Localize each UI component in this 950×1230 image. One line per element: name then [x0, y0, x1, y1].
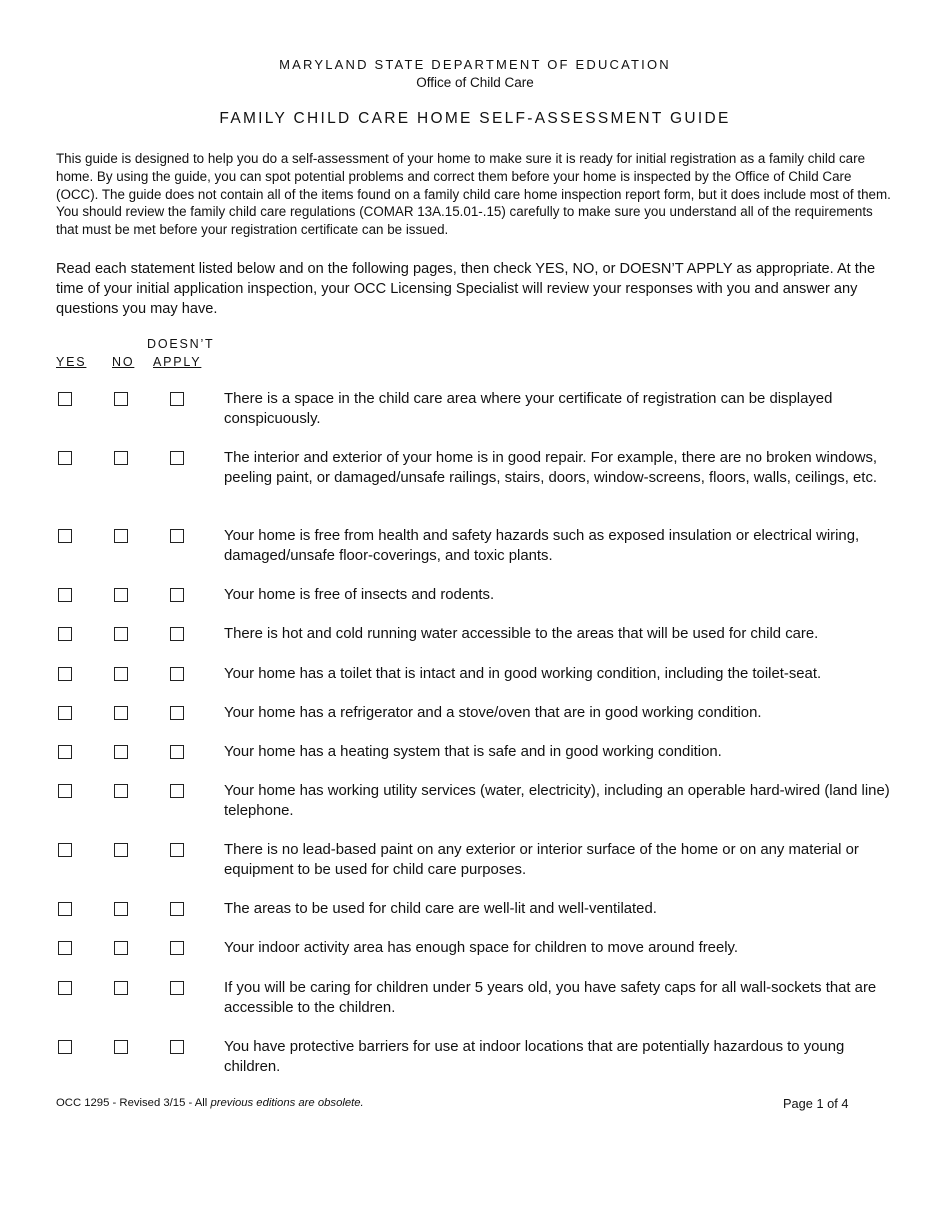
statement-text: There is a space in the child care area where your certificate of registration can be displayed conspicuously.: [224, 391, 833, 427]
doesnt-apply-checkbox[interactable]: [170, 627, 184, 641]
yes-checkbox[interactable]: [58, 529, 72, 543]
instructions-paragraph: Read each statement listed below and on the following pages, then check YES, NO, or DOESN’T APPLY as appropriate. At the time of your initial application inspection, your OCC Licensing Specialist will review your responses with you and answer any questions you may have.: [56, 261, 876, 317]
column-header-doesnt-apply-top: DOESN’T: [147, 337, 215, 351]
no-checkbox[interactable]: [114, 588, 128, 602]
document-title: FAMILY CHILD CARE HOME SELF-ASSESSMENT GUIDE: [219, 110, 731, 127]
no-checkbox[interactable]: [114, 1040, 128, 1054]
obsolete-note: previous editions are obsolete.: [210, 1097, 364, 1109]
office-name: Office of Child Care: [416, 75, 534, 90]
yes-checkbox[interactable]: [58, 392, 72, 406]
yes-checkbox[interactable]: [58, 981, 72, 995]
no-checkbox[interactable]: [114, 784, 128, 798]
no-checkbox[interactable]: [114, 941, 128, 955]
statement-text: Your home is free from health and safety hazards such as exposed insulation or electrical wiring, damaged/unsafe floor-coverings, and toxic plants.: [224, 528, 860, 564]
statement-text: The interior and exterior of your home is in good repair. For example, there are no broken windows, peeling paint, or damaged/unsafe railings, stairs, doors, window-screens, floors, walls, ceilings, etc.: [224, 450, 878, 486]
yes-checkbox[interactable]: [58, 902, 72, 916]
column-header-yes: YES: [56, 355, 87, 369]
doesnt-apply-checkbox[interactable]: [170, 784, 184, 798]
no-checkbox[interactable]: [114, 392, 128, 406]
no-checkbox[interactable]: [114, 981, 128, 995]
statement-text: There is hot and cold running water accessible to the areas that will be used for child care.: [224, 626, 819, 642]
form-id-footer: [56, 1097, 364, 1109]
statement-text: Your indoor activity area has enough space for children to move around freely.: [224, 940, 739, 956]
doesnt-apply-checkbox[interactable]: [170, 451, 184, 465]
yes-checkbox[interactable]: [58, 843, 72, 857]
yes-checkbox[interactable]: [58, 1040, 72, 1054]
statement-text: Your home has a refrigerator and a stove/oven that are in good working condition.: [224, 705, 762, 721]
yes-checkbox[interactable]: [58, 667, 72, 681]
doesnt-apply-checkbox[interactable]: [170, 588, 184, 602]
form-id: OCC 1295 - Revised 3/15 - All: [56, 1097, 211, 1109]
yes-checkbox[interactable]: [58, 784, 72, 798]
statement-text: If you will be caring for children under 5 years old, you have safety caps for all wall-sockets that are accessible to the children.: [224, 980, 877, 1016]
doesnt-apply-checkbox[interactable]: [170, 941, 184, 955]
yes-checkbox[interactable]: [58, 706, 72, 720]
doesnt-apply-checkbox[interactable]: [170, 902, 184, 916]
agency-name: MARYLAND STATE DEPARTMENT OF EDUCATION: [279, 57, 671, 72]
doesnt-apply-checkbox[interactable]: [170, 1040, 184, 1054]
no-checkbox[interactable]: [114, 667, 128, 681]
no-checkbox[interactable]: [114, 745, 128, 759]
doesnt-apply-checkbox[interactable]: [170, 529, 184, 543]
doesnt-apply-checkbox[interactable]: [170, 667, 184, 681]
statement-text: Your home has a toilet that is intact and in good working condition, including the toilet-seat.: [224, 666, 822, 682]
yes-checkbox[interactable]: [58, 627, 72, 641]
doesnt-apply-checkbox[interactable]: [170, 392, 184, 406]
column-header-doesnt-apply-bottom: APPLY: [153, 355, 202, 369]
no-checkbox[interactable]: [114, 529, 128, 543]
statement-text: Your home has working utility services (water, electricity), including an operable hard-wired (land line) telephone.: [224, 783, 890, 819]
no-checkbox[interactable]: [114, 902, 128, 916]
column-header-no: NO: [112, 355, 135, 369]
statement-text: There is no lead-based paint on any exterior or interior surface of the home or on any material or equipment to be used for child care purposes.: [224, 842, 859, 878]
no-checkbox[interactable]: [114, 451, 128, 465]
doesnt-apply-checkbox[interactable]: [170, 745, 184, 759]
no-checkbox[interactable]: [114, 706, 128, 720]
statement-text: The areas to be used for child care are well-lit and well-ventilated.: [224, 901, 657, 917]
doesnt-apply-checkbox[interactable]: [170, 706, 184, 720]
no-checkbox[interactable]: [114, 627, 128, 641]
doesnt-apply-checkbox[interactable]: [170, 981, 184, 995]
yes-checkbox[interactable]: [58, 588, 72, 602]
yes-checkbox[interactable]: [58, 451, 72, 465]
statement-text: You have protective barriers for use at indoor locations that are potentially hazardous to young children.: [224, 1039, 845, 1075]
no-checkbox[interactable]: [114, 843, 128, 857]
statement-text: Your home has a heating system that is safe and in good working condition.: [224, 744, 722, 760]
yes-checkbox[interactable]: [58, 941, 72, 955]
doesnt-apply-checkbox[interactable]: [170, 843, 184, 857]
page-number: Page 1 of 4: [783, 1096, 849, 1111]
yes-checkbox[interactable]: [58, 745, 72, 759]
statement-text: Your home is free of insects and rodents.: [224, 587, 495, 603]
intro-paragraph: This guide is designed to help you do a self-assessment of your home to make sure it is ready for initial registration as a family child care home. By using the guide, you can spot potential problems and correct them before your home is inspected by the Office of Child Care (OCC). The guide does not contain all of the items found on a family child care home inspection report form, but it does include most of them. You should review the family child care regulations (COMAR 13A.15.01-.15) carefully to make sure you understand all of the requirements that must be met before your registration certificate can be issued.: [56, 151, 891, 238]
